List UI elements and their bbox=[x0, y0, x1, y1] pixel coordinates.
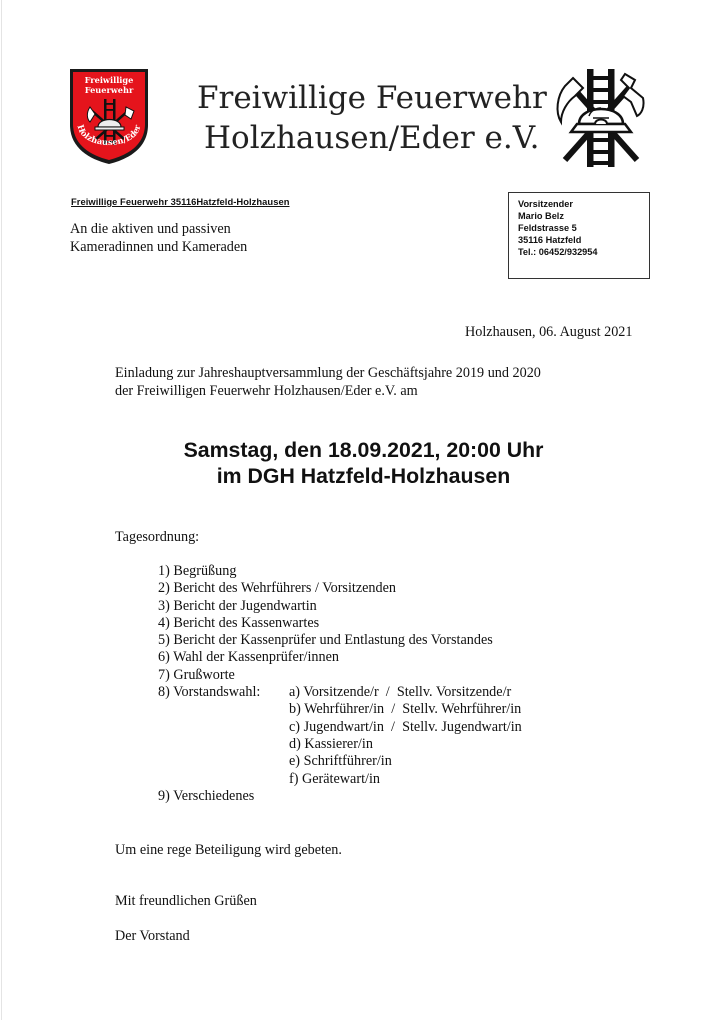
agenda-item: 6) Wahl der Kassenprüfer/innen bbox=[158, 649, 340, 666]
election-subrow bbox=[158, 753, 493, 770]
agenda-label: Tagesordnung: bbox=[115, 529, 200, 545]
intro-line-1: Einladung zur Jahreshauptversammlung der Geschäftsjahre 2019 und 2020 bbox=[115, 365, 541, 381]
firefighter-helmet-ladder-axes-icon bbox=[553, 66, 649, 170]
election-subitem: d) Kassierer/in bbox=[289, 735, 373, 752]
election-subitem: e) Schriftführer/in bbox=[289, 753, 392, 770]
election-subrow bbox=[158, 701, 522, 718]
election-subrow bbox=[158, 736, 493, 753]
contact-street: Feldstrasse 5 bbox=[518, 223, 577, 233]
agenda-list bbox=[158, 563, 522, 805]
signature-line: Der Vorstand bbox=[115, 928, 190, 944]
sender-address-line: Freiwillige Feuerwehr 35116Hatzfeld-Holzhausen bbox=[71, 196, 290, 207]
svg-text:Feuerwehr: Feuerwehr bbox=[84, 85, 134, 95]
meeting-headline bbox=[0, 437, 725, 489]
letter-date: Holzhausen, 06. August 2021 bbox=[465, 324, 633, 340]
election-subrow bbox=[158, 718, 522, 736]
recipient-line-1: An die aktiven und passiven bbox=[70, 221, 231, 237]
invitation-intro bbox=[115, 365, 541, 400]
contact-role: Vorsitzender bbox=[518, 199, 573, 209]
chairman-contact-box bbox=[508, 192, 650, 279]
organization-title bbox=[197, 78, 547, 158]
contact-city: 35116 Hatzfeld bbox=[518, 235, 582, 245]
contact-phone: Tel.: 06452/932954 bbox=[518, 247, 598, 257]
fire-brigade-shield-logo bbox=[68, 67, 150, 166]
election-subitem: b) Wehrführer/in / Stellv. Wehrführer/in bbox=[289, 701, 522, 718]
title-line-2: Holzhausen/Eder e.V. bbox=[204, 120, 540, 156]
svg-text:Freiwillige: Freiwillige bbox=[84, 75, 134, 85]
election-subrow bbox=[158, 771, 493, 788]
agenda-item: 4) Bericht des Kassenwartes bbox=[158, 614, 320, 631]
meeting-date-time: Samstag, den 18.09.2021, 20:00 Uhr bbox=[183, 438, 544, 462]
recipient-block bbox=[70, 220, 247, 256]
contact-name: Mario Belz bbox=[518, 211, 564, 221]
recipient-line-2: Kameradinnen und Kameraden bbox=[70, 239, 248, 255]
agenda-item: 5) Bericht der Kassenprüfer und Entlastung des Vorstandes bbox=[158, 632, 493, 649]
election-label: 8) Vorstandswahl: bbox=[158, 684, 261, 701]
agenda-item: 3) Bericht der Jugendwartin bbox=[158, 597, 317, 614]
intro-line-2: der Freiwilligen Feuerwehr Holzhausen/Eder e.V. am bbox=[115, 382, 418, 399]
svg-text:Holzhausen/Eder: Holzhausen/Eder bbox=[75, 123, 143, 148]
page-edge bbox=[1, 0, 2, 1020]
meeting-location: im DGH Hatzfeld-Holzhausen bbox=[216, 464, 511, 488]
title-line-1: Freiwillige Feuerwehr bbox=[197, 80, 547, 116]
election-subitem: a) Vorsitzende/r / Stellv. Vorsitzende/r bbox=[289, 684, 512, 701]
shield-icon bbox=[68, 67, 150, 166]
election-subitem: c) Jugendwart/in / Stellv. Jugendwart/in bbox=[289, 718, 522, 735]
agenda-item: 7) Grußworte bbox=[158, 666, 235, 683]
agenda-item-election bbox=[158, 684, 512, 701]
agenda-item: 2) Bericht des Wehrführers / Vorsitzenden bbox=[158, 580, 397, 597]
firefighter-emblem bbox=[553, 66, 649, 170]
agenda-item: 1) Begrüßung bbox=[158, 563, 237, 579]
election-subitem: f) Gerätewart/in bbox=[289, 770, 380, 787]
regards-line: Mit freundlichen Grüßen bbox=[115, 893, 257, 909]
closing-sentence: Um eine rege Beteiligung wird gebeten. bbox=[115, 842, 342, 858]
agenda-item: 9) Verschiedenes bbox=[158, 787, 255, 804]
